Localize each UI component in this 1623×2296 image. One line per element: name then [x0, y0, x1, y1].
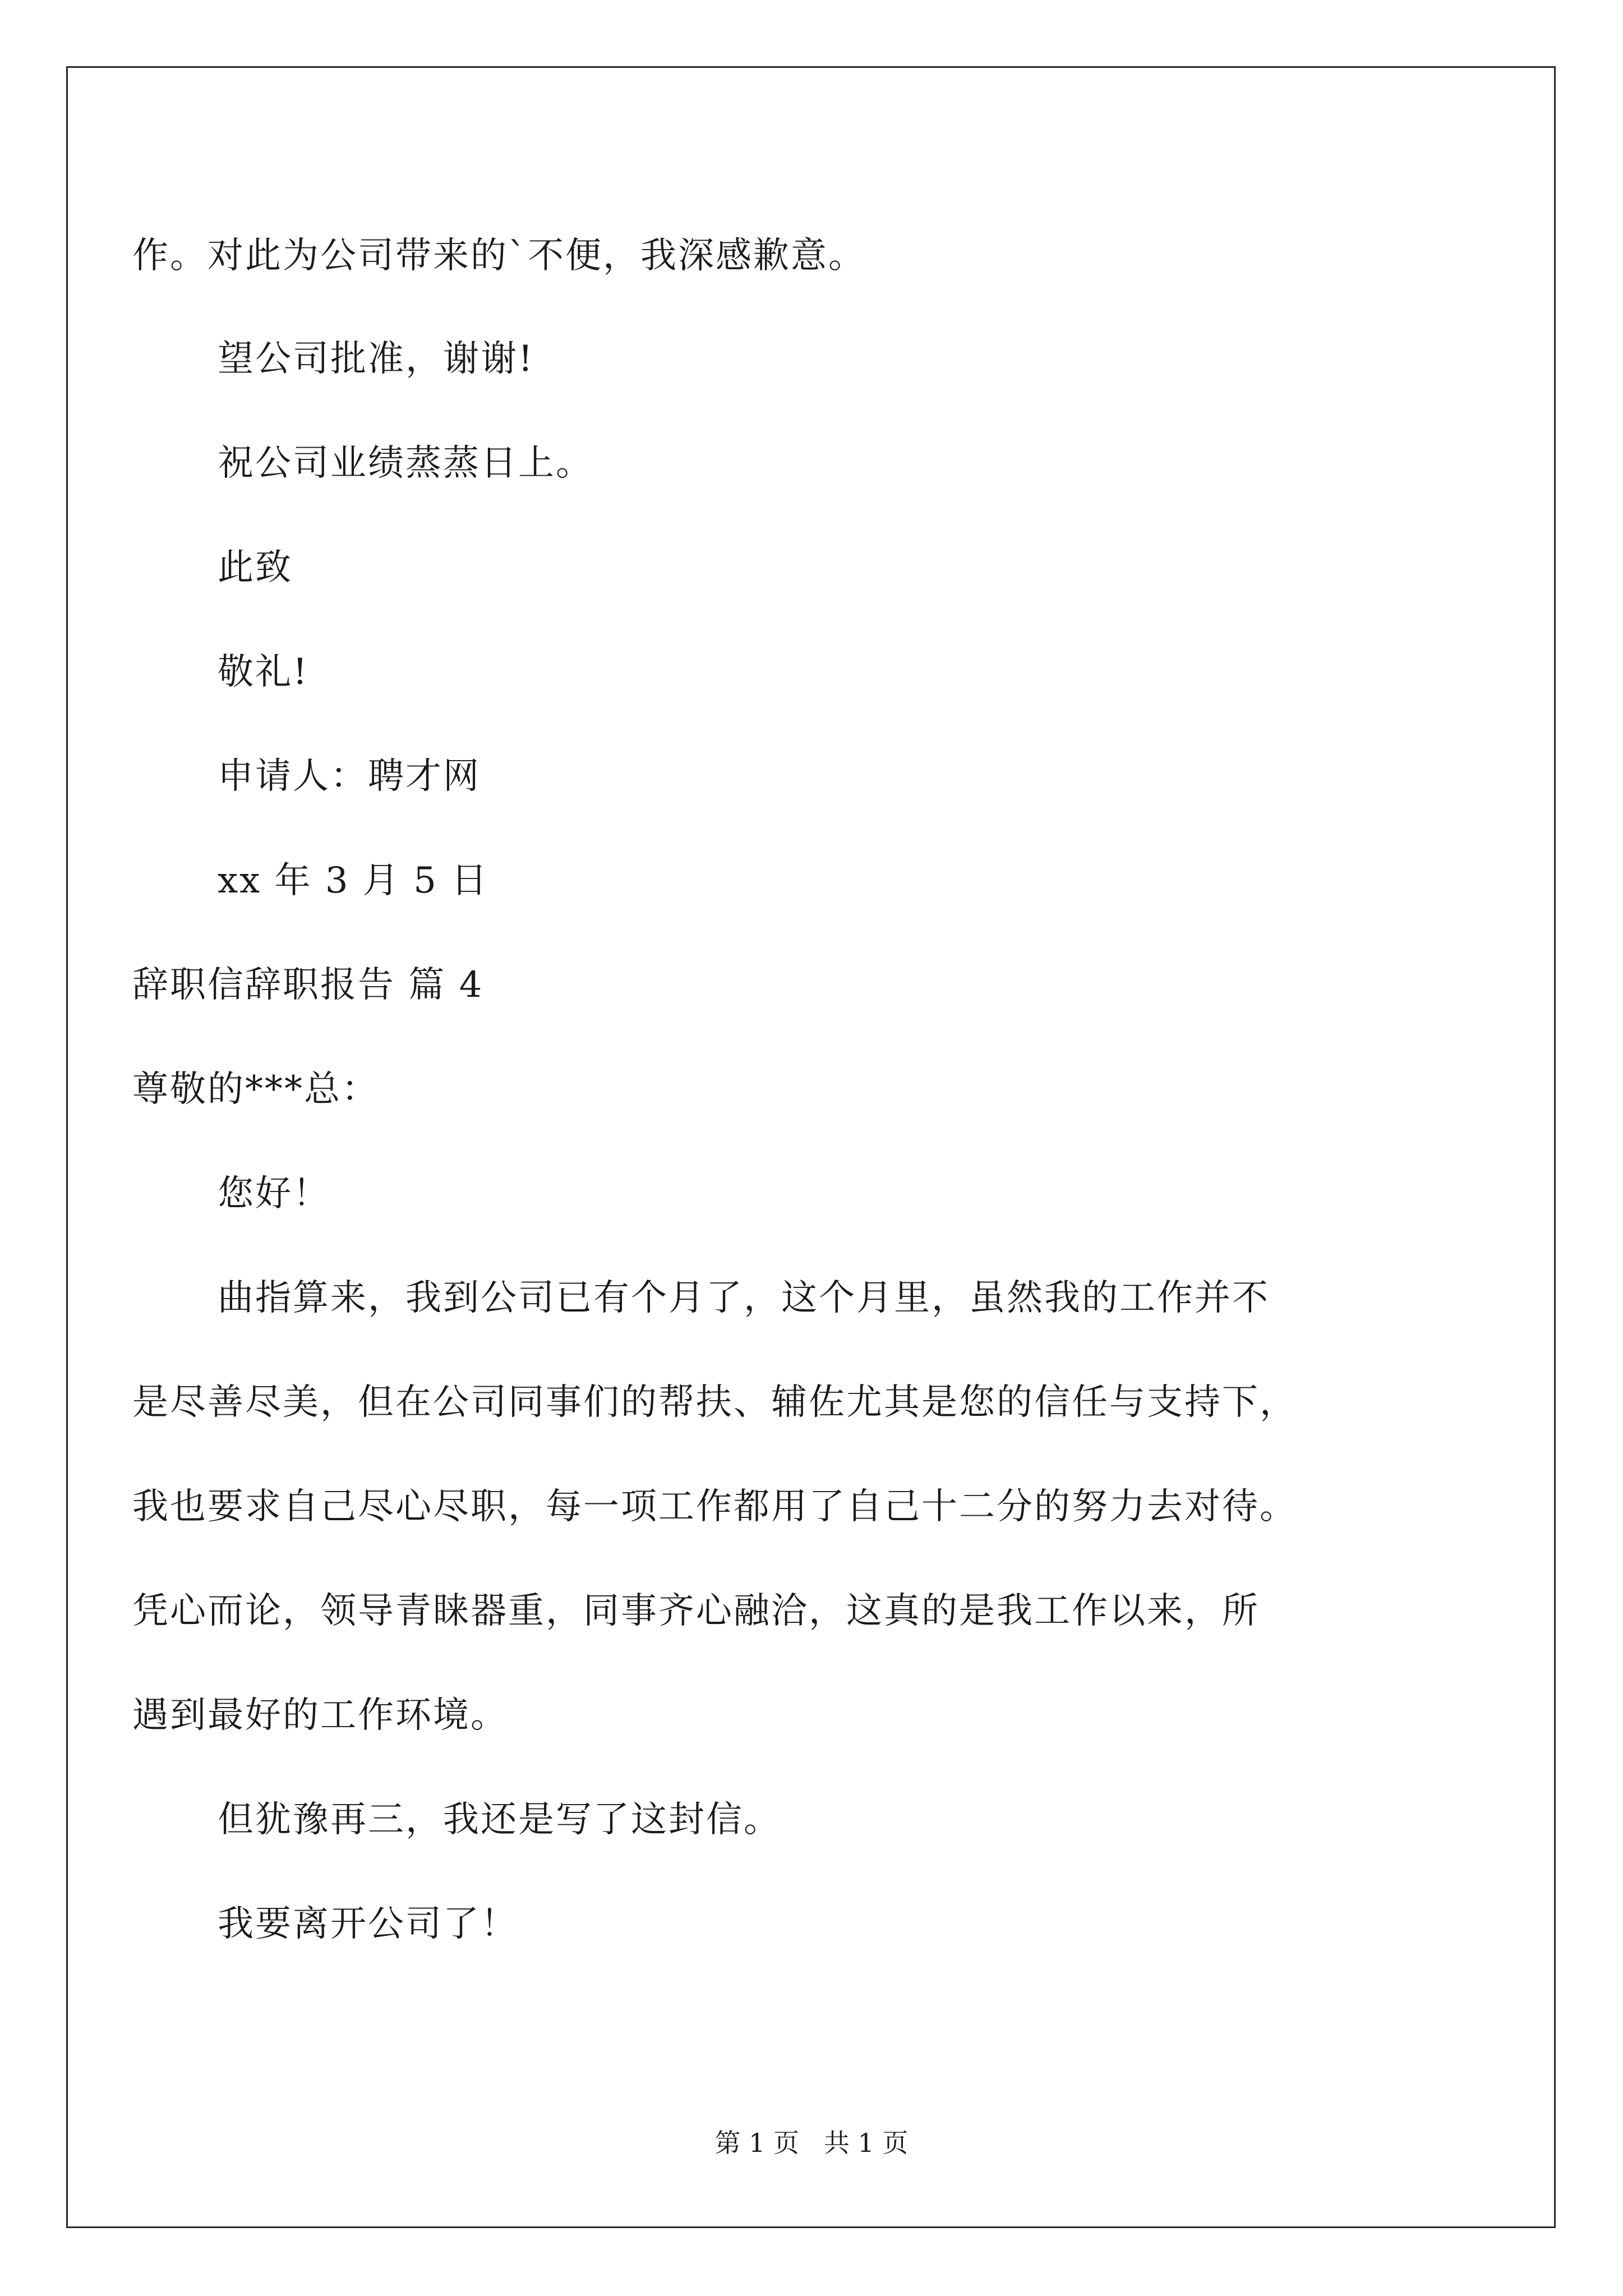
applicant-line: 申请人：聘才网: [218, 756, 481, 797]
paragraph-line: 作。对此为公司带来的`不便，我深感歉意。: [132, 235, 866, 277]
paragraph-line: 是尽善尽美，但在公司同事们的帮扶、辅佐尤其是您的信任与支持下，: [132, 1382, 1297, 1423]
paragraph-line: 我要离开公司了！: [218, 1903, 518, 1945]
paragraph-line: 我也要求自己尽心尽职，每一项工作都用了自己十二分的努力去对待。: [132, 1486, 1297, 1527]
paragraph-line: 但犹豫再三，我还是写了这封信。: [218, 1799, 781, 1841]
paragraph-line: 祝公司业绩蒸蒸日上。: [218, 443, 593, 484]
paragraph-line: 遇到最好的工作环境。: [132, 1695, 508, 1736]
greeting-recipient: 尊敬的***总：: [132, 1069, 379, 1110]
greeting-line: 您好！: [218, 1173, 330, 1214]
section-heading: 辞职信辞职报告 篇 4: [132, 964, 484, 1006]
paragraph-line: 凭心而论，领导青睐器重，同事齐心融洽，这真的是我工作以来，所: [132, 1590, 1260, 1632]
date-line: xx 年 3 月 5 日: [218, 860, 489, 901]
salutation-line: 敬礼!: [218, 651, 309, 693]
paragraph-line: 曲指算来，我到公司已有个月了，这个月里，虽然我的工作并不: [218, 1277, 1270, 1319]
closing-line: 此致: [218, 547, 293, 588]
paragraph-line: 望公司批准，谢谢!: [218, 338, 534, 380]
page-number-footer: 第 1 页 共 1 页: [714, 2128, 909, 2158]
